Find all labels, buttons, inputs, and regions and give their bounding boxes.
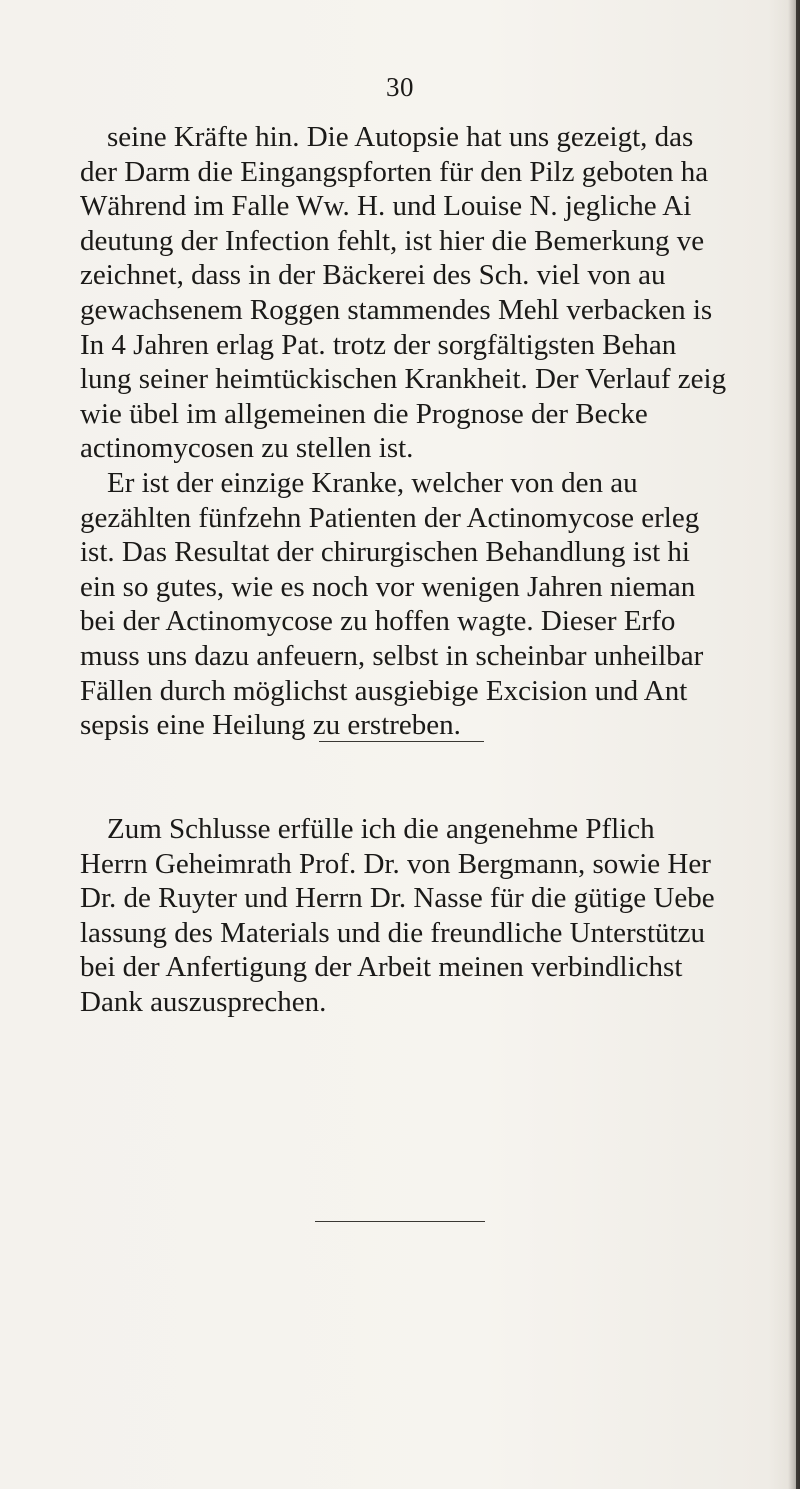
text-line: muss uns dazu anfeuern, selbst in scheinbar unheilbar [80, 639, 704, 672]
text-line: Fällen durch möglichst ausgiebige Excision und Ant [80, 674, 688, 707]
text-line: Herrn Geheimrath Prof. Dr. von Bergmann, sowie Her [80, 847, 711, 880]
text-line: ist. Das Resultat der chirurgischen Behandlung ist hi [80, 536, 690, 569]
text-line: Während im Falle Ww. H. und Louise N. jegliche Ai [80, 190, 692, 223]
book-spine-edge [796, 0, 800, 1489]
text-line: der Darm die Eingangspforten für den Pilz geboten ha [80, 155, 709, 188]
text-line: zeichnet, dass in der Bäckerei des Sch. viel von au [80, 259, 666, 292]
text-line: ein so gutes, wie es noch vor wenigen Jahren nieman [80, 570, 696, 603]
text-line: gezählten fünfzehn Patienten der Actinomycose erleg [80, 501, 700, 534]
text-line: deutung der Infection fehlt, ist hier die Bemerkung ve [80, 224, 705, 257]
text-line: actinomycosen zu stellen ist. [80, 432, 414, 465]
text-line: Zum Schlusse erfülle ich die angenehme Pflich [107, 813, 655, 845]
section-divider [319, 741, 484, 742]
end-divider [315, 1221, 485, 1222]
text-line: Dr. de Ruyter und Herrn Dr. Nasse für die gütige Uebe [80, 882, 715, 915]
paragraph-result [80, 466, 800, 743]
paragraph-acknowledgement [80, 812, 800, 1020]
page-number: 30 [386, 72, 414, 102]
text-line: sepsis eine Heilung zu erstreben. [80, 709, 461, 742]
text-line: In 4 Jahren erlag Pat. trotz der sorgfältigsten Behan [80, 328, 677, 361]
text-line: lassung des Materials und die freundliche Unterstützu [80, 916, 705, 949]
text-line: bei der Actinomycose zu hoffen wagte. Dieser Erfo [80, 605, 676, 638]
text-line: wie übel im allgemeinen die Prognose der Becke [80, 397, 648, 430]
paragraph-autopsy [80, 120, 800, 466]
text-line: bei der Anfertigung der Arbeit meinen verbindlichst [80, 951, 683, 984]
text-line: gewachsenem Roggen stammendes Mehl verbacken is [80, 293, 713, 326]
text-line: Dank auszusprechen. [80, 985, 327, 1018]
text-line: seine Kräfte hin. Die Autopsie hat uns gezeigt, das [107, 121, 694, 153]
text-line: lung seiner heimtückischen Krankheit. Der Verlauf zeig [80, 363, 727, 396]
text-line: Er ist der einzige Kranke, welcher von den au [107, 467, 638, 499]
